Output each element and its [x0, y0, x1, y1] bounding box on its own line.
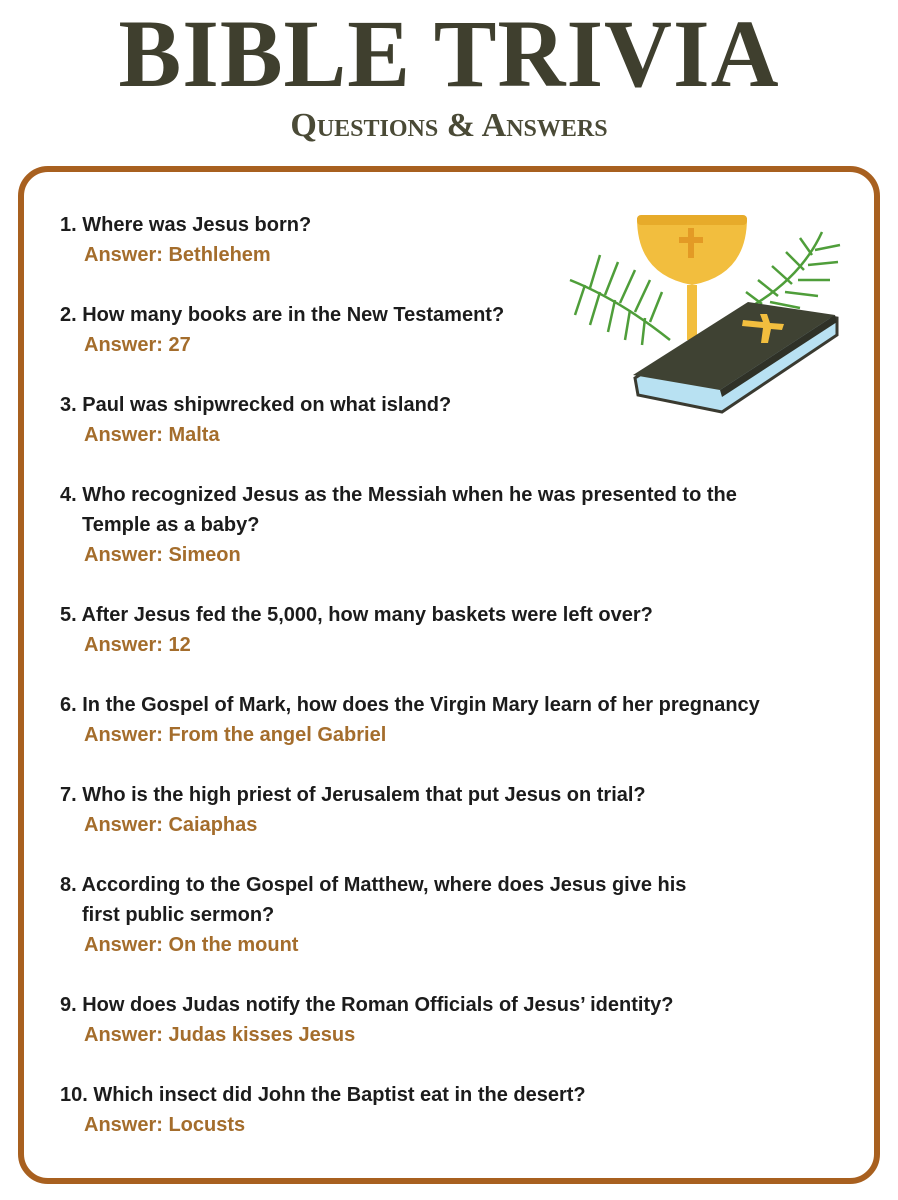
- question-text: 3. Paul was shipwrecked on what island?: [60, 394, 452, 416]
- answer-text: Answer: 12: [84, 634, 191, 656]
- question-item: [60, 780, 860, 840]
- answer-text: Answer: Malta: [84, 424, 220, 446]
- answer-text: Answer: 27: [84, 334, 191, 356]
- question-item: [60, 600, 860, 660]
- question-list: [60, 210, 860, 1170]
- question-item: [60, 300, 860, 360]
- answer-text: Answer: Simeon: [84, 544, 241, 566]
- question-text: 10. Which insect did John the Baptist eat in the desert?: [60, 1084, 586, 1106]
- answer-text: Answer: Judas kisses Jesus: [84, 1024, 356, 1046]
- question-item: [60, 1080, 860, 1140]
- question-text: 2. How many books are in the New Testament?: [60, 304, 505, 326]
- answer-text: Answer: Locusts: [84, 1114, 246, 1136]
- question-item: [60, 990, 860, 1050]
- question-text-continued: first public sermon?: [82, 904, 275, 926]
- answer-text: Answer: From the angel Gabriel: [84, 724, 387, 746]
- question-text: 4. Who recognized Jesus as the Messiah when he was presented to the: [60, 484, 737, 506]
- question-text: 5. After Jesus fed the 5,000, how many baskets were left over?: [60, 604, 653, 626]
- question-item: [60, 390, 860, 450]
- question-item: [60, 870, 860, 960]
- question-text: 8. According to the Gospel of Matthew, where does Jesus give his: [60, 874, 687, 896]
- question-text: 1. Where was Jesus born?: [60, 214, 312, 236]
- question-text-continued: Temple as a baby?: [82, 514, 260, 536]
- question-item: [60, 480, 860, 570]
- answer-text: Answer: Bethlehem: [84, 244, 271, 266]
- question-text: 7. Who is the high priest of Jerusalem that put Jesus on trial?: [60, 784, 646, 806]
- question-text: 6. In the Gospel of Mark, how does the Virgin Mary learn of her pregnancy: [60, 694, 760, 716]
- question-item: [60, 210, 860, 270]
- answer-text: Answer: Caiaphas: [84, 814, 258, 836]
- answer-text: Answer: On the mount: [84, 934, 299, 956]
- question-text: 9. How does Judas notify the Roman Officials of Jesus’ identity?: [60, 994, 674, 1016]
- page-subtitle: Questions & Answers: [290, 107, 608, 144]
- page-title: BIBLE TRIVIA: [118, 0, 780, 107]
- question-item: [60, 690, 860, 750]
